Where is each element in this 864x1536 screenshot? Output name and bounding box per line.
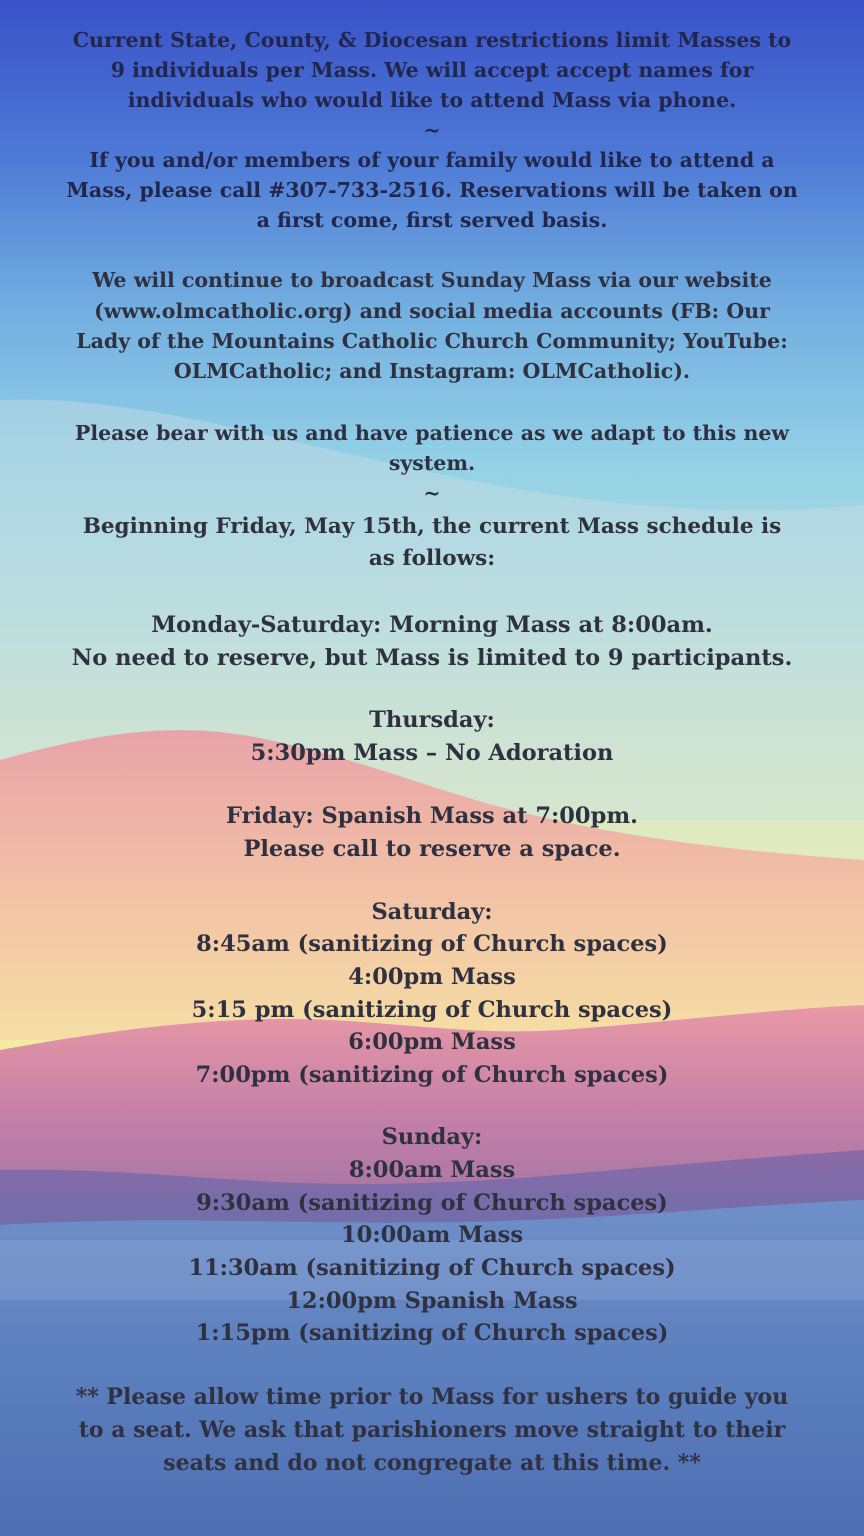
sunday-heading: Sunday:	[381, 1124, 483, 1150]
footer-line-1: ** Please allow time prior to Mass for ushers to guide you	[75, 1384, 789, 1410]
sunday-item-2: 9:30am (sanitizing of Church spaces)	[196, 1190, 668, 1216]
restrictions-line-2: 9 individuals per Mass. We will accept accept names for	[110, 58, 754, 82]
sunday-item-5: 12:00pm Spanish Mass	[286, 1288, 578, 1314]
restrictions-line-1: Current State, County, & Diocesan restrictions limit Masses to	[72, 28, 792, 52]
friday-note: Please call to reserve a space.	[243, 836, 621, 862]
weekdays-schedule: Monday-Saturday: Morning Mass at 8:00am.	[151, 612, 713, 638]
reservation-line-1: If you and/or members of your family would like to attend a	[89, 148, 775, 172]
saturday-item-4: 6:00pm Mass	[348, 1029, 516, 1055]
footer-line-3: seats and do not congregate at this time. **	[163, 1450, 701, 1476]
reservation-line-2: Mass, please call #307-733-2516. Reservations will be taken on	[66, 178, 798, 202]
broadcast-line-2: (www.olmcatholic.org) and social media accounts (FB: Our	[94, 299, 770, 323]
weekdays-note: No need to reserve, but Mass is limited to 9 participants.	[71, 645, 793, 671]
broadcast-line-1: We will continue to broadcast Sunday Mass via our website	[92, 268, 772, 292]
footer-line-2: to a seat. We ask that parishioners move straight to their	[78, 1417, 786, 1443]
patience-line-1: Please bear with us and have patience as we adapt to this new	[74, 421, 790, 445]
thursday-heading: Thursday:	[369, 707, 495, 733]
restrictions-line-3: individuals who would like to attend Mass via phone.	[127, 88, 737, 112]
sunday-item-1: 8:00am Mass	[348, 1157, 516, 1183]
separator-tilde-2: ~	[423, 481, 441, 505]
sunday-item-4: 11:30am (sanitizing of Church spaces)	[188, 1255, 676, 1281]
broadcast-line-4: OLMCatholic; and Instagram: OLMCatholic).	[173, 359, 691, 383]
sunday-item-6: 1:15pm (sanitizing of Church spaces)	[195, 1320, 669, 1346]
thursday-mass: 5:30pm Mass – No Adoration	[250, 740, 614, 766]
patience-line-2: system.	[388, 451, 476, 475]
saturday-item-2: 4:00pm Mass	[348, 964, 516, 990]
saturday-item-3: 5:15 pm (sanitizing of Church spaces)	[191, 997, 673, 1023]
saturday-item-1: 8:45am (sanitizing of Church spaces)	[196, 931, 668, 957]
reservation-line-3: a first come, first served basis.	[256, 208, 608, 232]
separator-tilde-1: ~	[423, 118, 441, 142]
schedule-intro-line-2: as follows:	[368, 546, 496, 571]
saturday-heading: Saturday:	[371, 899, 493, 925]
schedule-intro-line-1: Beginning Friday, May 15th, the current Mass schedule is	[82, 514, 782, 539]
saturday-item-5: 7:00pm (sanitizing of Church spaces)	[195, 1062, 669, 1088]
broadcast-line-3: Lady of the Mountains Catholic Church Community; YouTube:	[76, 329, 788, 353]
sunday-item-3: 10:00am Mass	[341, 1222, 523, 1248]
friday-mass: Friday: Spanish Mass at 7:00pm.	[226, 803, 638, 829]
